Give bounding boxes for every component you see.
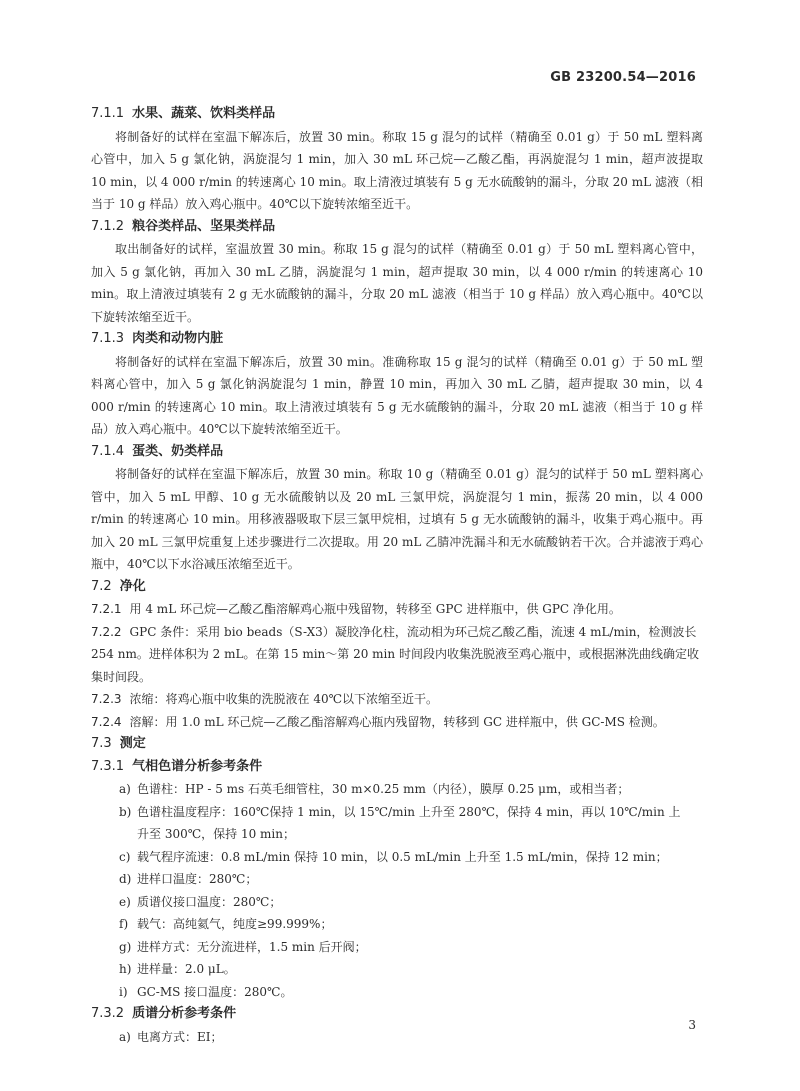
section-paragraph-7-1-3: 将制备好的试样在室温下解冻后，放置 30 min。准确称取 15 g 混匀的试样（精确至 0.01 g）于 50 mL 塑料离心管中，加入 5 g 氯化钠涡旋混匀 1 min，静置 10 min，再加入 30 mL 乙腈，超声提取 30 min，以 4 000 r/min 的转速离心 10 min。取上清液过填装有 5 g 无水硫酸钠的漏斗，分取 20 mL 滤液（相当于 10 g 样品）放入鸡心瓶中。40℃以下旋转浓缩至近干。 bbox=[91, 354, 703, 436]
ms-conditions-list bbox=[91, 1026, 703, 1049]
list-item bbox=[91, 981, 703, 1004]
list-item-text: 载气程序流速：0.8 mL/min 保持 10 min，以 0.5 mL/min 上升至 1.5 mL/min，保持 12 min； bbox=[137, 849, 668, 864]
list-marker: e) bbox=[119, 894, 131, 909]
clause-7-2-3 bbox=[91, 688, 703, 711]
clause-text: 浓缩：将鸡心瓶中收集的洗脱液在 40℃以下浓缩至近干。 bbox=[129, 692, 439, 706]
section-number: 7.2 bbox=[91, 578, 112, 594]
section-title: 蛋类、奶类样品 bbox=[132, 443, 224, 459]
section-number: 7.3.1 bbox=[91, 758, 125, 774]
list-item bbox=[91, 801, 703, 846]
list-item-text: 质谱仪接口温度：280℃； bbox=[137, 894, 282, 909]
list-item-text: 色谱柱：HP - 5 ms 石英毛细管柱，30 m×0.25 mm（内径），膜厚 0.25 μm，或相当者； bbox=[137, 782, 630, 796]
section-number: 7.3.2 bbox=[91, 1006, 125, 1021]
list-item-text: GC-MS 接口温度：280℃。 bbox=[137, 984, 293, 999]
section-heading-7-3-2 bbox=[91, 1003, 703, 1026]
section-heading-7-3 bbox=[91, 733, 703, 756]
section-number: 7.1.2 bbox=[91, 218, 125, 234]
section-title: 气相色谱分析参考条件 bbox=[132, 758, 263, 774]
section-title: 肉类和动物内脏 bbox=[132, 331, 224, 346]
list-marker: f) bbox=[119, 917, 129, 931]
clause-7-2-1 bbox=[91, 598, 703, 621]
list-item bbox=[91, 891, 703, 914]
clause-number: 7.2.1 bbox=[91, 602, 122, 616]
list-item-text: 进样方式：无分流进样，1.5 min 后开阀； bbox=[137, 939, 367, 954]
list-marker: h) bbox=[119, 962, 132, 976]
list-item-text: 色谱柱温度程序：160℃保持 1 min，以 15℃/min 上升至 280℃，保持 4 min，再以 10℃/min 上升至 300℃，保持 10 min； bbox=[137, 804, 681, 841]
clause-number: 7.2.4 bbox=[91, 714, 122, 729]
section-paragraph-7-1-2: 取出制备好的试样，室温放置 30 min。称取 15 g 混匀的试样（精确至 0.01 g）于 50 mL 塑料离心管中，加入 5 g 氯化钠，再加入 30 mL 乙腈，涡旋混匀 1 min，超声提取 30 min，以 4 000 r/min 的转速离心 10 min。取上清液过填装有 2 g 无水硫酸钠的漏斗，分取 20 mL 滤液（相当于 10 g 样品）放入鸡心瓶中。40℃以下旋转浓缩至近干。 bbox=[91, 242, 703, 324]
list-item bbox=[91, 936, 703, 959]
list-item-text: 载气：高纯氦气，纯度≥99.999%； bbox=[137, 917, 333, 931]
section-heading-7-1-1 bbox=[91, 103, 703, 126]
clause-text: 溶解：用 1.0 mL 环己烷—乙酸乙酯溶解鸡心瓶内残留物，转移到 GC 进样瓶中，供 GC-MS 检测。 bbox=[129, 714, 665, 729]
list-item bbox=[91, 1026, 703, 1049]
section-title: 质谱分析参考条件 bbox=[132, 1006, 237, 1021]
section-heading-7-3-1 bbox=[91, 756, 703, 779]
list-item bbox=[91, 958, 703, 981]
list-item bbox=[91, 846, 703, 869]
list-marker: c) bbox=[119, 849, 131, 864]
section-paragraph-7-1-4: 将制备好的试样在室温下解冻后，放置 30 min。称取 10 g（精确至 0.01 g）混匀的试样于 50 mL 塑料离心管中，加入 5 mL 甲醇、10 g 无水硫酸钠以及 20 mL 三氯甲烷，涡旋混匀 1 min，振荡 20 min，以 4 000 r/min 的转速离心 10 min。用移液器吸取下层三氯甲烷相，过填有 5 g 无水硫酸钠的漏斗，收集于鸡心瓶中。再加入 20 mL 三氯甲烷重复上述步骤进行二次提取。用 20 mL 乙腈冲洗漏斗和无水硫酸钠若干次。合并滤液于鸡心瓶中，40℃以下水浴减压浓缩至近干。 bbox=[91, 467, 703, 571]
section-heading-7-1-3 bbox=[91, 328, 703, 351]
list-marker: g) bbox=[119, 939, 132, 954]
list-marker: b) bbox=[119, 804, 132, 819]
section-heading-7-2 bbox=[91, 576, 703, 599]
clause-text: 用 4 mL 环己烷—乙酸乙酯溶解鸡心瓶中残留物，转移至 GPC 进样瓶中，供 GPC 净化用。 bbox=[129, 602, 621, 616]
section-title: 粮谷类样品、坚果类样品 bbox=[132, 218, 276, 234]
section-heading-7-1-4 bbox=[91, 441, 703, 464]
list-marker: a) bbox=[119, 782, 131, 796]
list-item-text: 进样量：2.0 μL。 bbox=[137, 962, 236, 976]
section-title: 净化 bbox=[119, 578, 146, 594]
section-paragraph-7-1-1: 将制备好的试样在室温下解冻后，放置 30 min。称取 15 g 混匀的试样（精确至 0.01 g）于 50 mL 塑料离心管中，加入 5 g 氯化钠，涡旋混匀 1 min，加入 30 mL 环己烷—乙酸乙酯，再涡旋混匀 1 min，超声波提取 10 min，以 4 000 r/min 的转速离心 10 min。取上清液过填装有 5 g 无水硫酸钠的漏斗，分取 20 mL 滤液（相当于 10 g 样品）放入鸡心瓶中。40℃以下旋转浓缩至近干。 bbox=[91, 129, 703, 211]
document-body bbox=[91, 103, 703, 1048]
clause-number: 7.2.3 bbox=[91, 692, 122, 706]
section-heading-7-1-2 bbox=[91, 216, 703, 239]
list-item-text: 进样口温度：280℃； bbox=[137, 872, 258, 886]
list-marker: a) bbox=[119, 1029, 131, 1044]
section-title: 水果、蔬菜、饮料类样品 bbox=[132, 106, 276, 121]
clause-7-2-2 bbox=[91, 621, 703, 689]
section-number: 7.3 bbox=[91, 736, 112, 751]
section-number: 7.1.3 bbox=[91, 331, 125, 346]
list-marker: i) bbox=[119, 984, 128, 999]
clause-text: GPC 条件：采用 bio beads（S-X3）凝胶净化柱，流动相为环己烷乙酸乙酯，流速 4 mL/min，检测波长 254 nm。进样体积为 2 mL。在第 15 min～第 20 min 时间段内收集洗脱液至鸡心瓶中，或根据淋洗曲线确定收集时间段。 bbox=[91, 624, 699, 684]
list-item bbox=[91, 778, 703, 801]
list-item-text: 电离方式：EI； bbox=[137, 1029, 223, 1044]
section-number: 7.1.1 bbox=[91, 106, 125, 121]
clause-number: 7.2.2 bbox=[91, 624, 122, 639]
standard-code: GB 23200.54—2016 bbox=[550, 70, 696, 85]
page-number: 3 bbox=[688, 1018, 696, 1032]
list-item bbox=[91, 913, 703, 936]
list-marker: d) bbox=[119, 872, 132, 886]
section-title: 测定 bbox=[119, 736, 146, 751]
clause-7-2-4 bbox=[91, 711, 703, 734]
section-number: 7.1.4 bbox=[91, 443, 125, 459]
gc-conditions-list bbox=[91, 778, 703, 1003]
list-item bbox=[91, 868, 703, 891]
